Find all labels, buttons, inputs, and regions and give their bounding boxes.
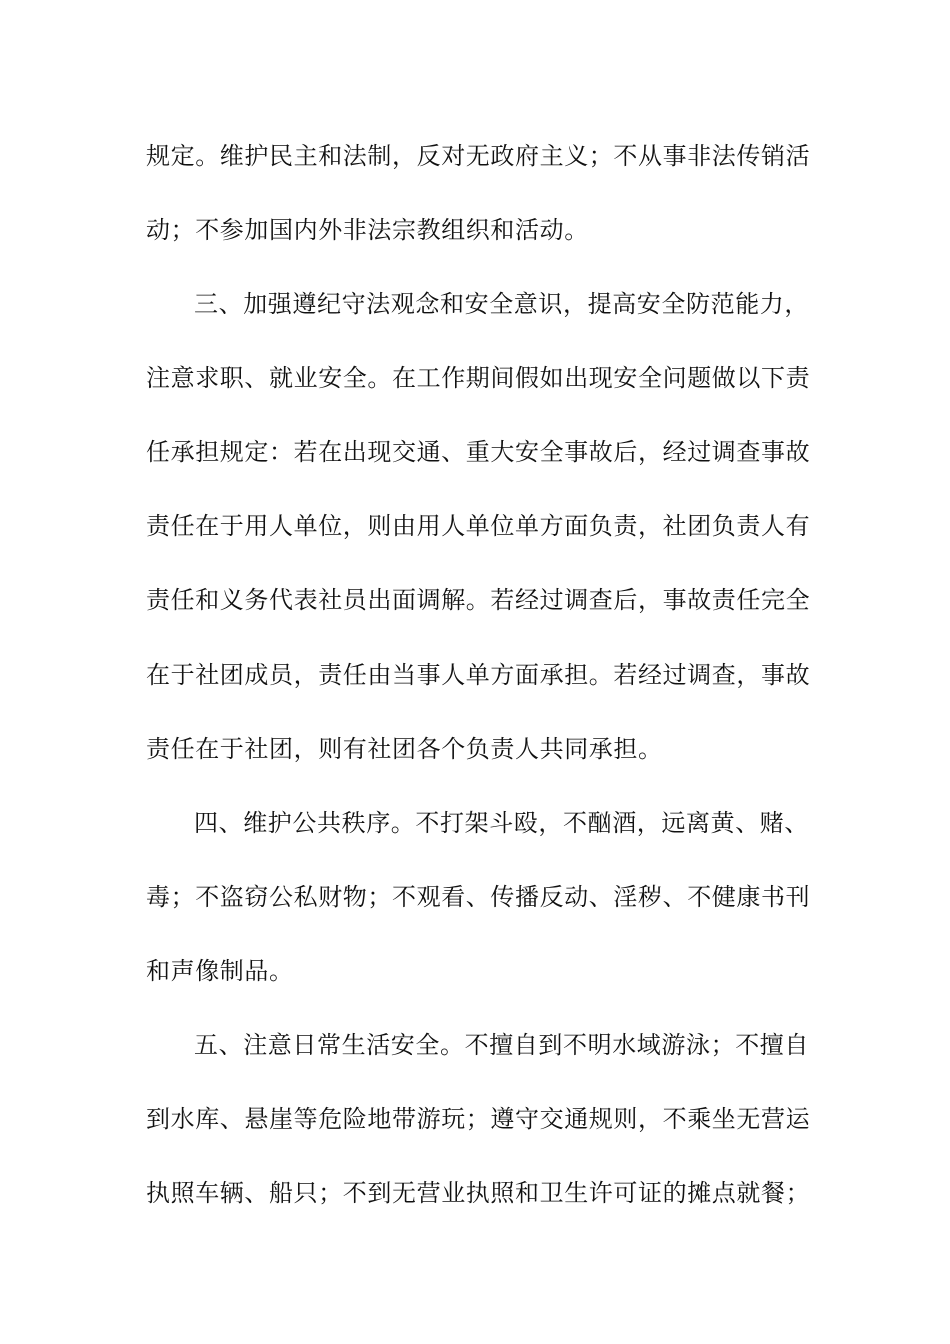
text-line: 毒；不盗窃公私财物；不观看、传播反动、淫秽、不健康书刊 — [146, 883, 811, 911]
text-line: 责任在于社团，则有社团各个负责人共同承担。 — [146, 735, 663, 763]
paragraph-start-line: 五、注意日常生活安全。不擅自到不明水域游泳；不擅自 — [194, 1031, 809, 1059]
text-line: 责任在于用人单位，则由用人单位单方面负责，社团负责人有 — [146, 512, 811, 540]
text-line: 执照车辆、船只；不到无营业执照和卫生许可证的摊点就餐； — [146, 1179, 811, 1207]
text-line: 任承担规定：若在出现交通、重大安全事故后，经过调查事故 — [146, 438, 811, 466]
text-line: 到水库、悬崖等危险地带游玩；遵守交通规则，不乘坐无营运 — [146, 1105, 811, 1133]
text-line: 和声像制品。 — [146, 957, 294, 985]
text-line: 责任和义务代表社员出面调解。若经过调查后，事故责任完全 — [146, 586, 811, 614]
paragraph-start-line: 三、加强遵纪守法观念和安全意识，提高安全防范能力， — [194, 290, 809, 318]
text-line: 规定。维护民主和法制，反对无政府主义；不从事非法传销活 — [146, 142, 811, 170]
text-line: 注意求职、就业安全。在工作期间假如出现安全问题做以下责 — [146, 364, 811, 392]
text-line: 在于社团成员，责任由当事人单方面承担。若经过调查，事故 — [146, 661, 811, 689]
paragraph-start-line: 四、维护公共秩序。不打架斗殴，不酗酒，远离黄、赌、 — [194, 809, 809, 837]
text-line: 动；不参加国内外非法宗教组织和活动。 — [146, 216, 589, 244]
